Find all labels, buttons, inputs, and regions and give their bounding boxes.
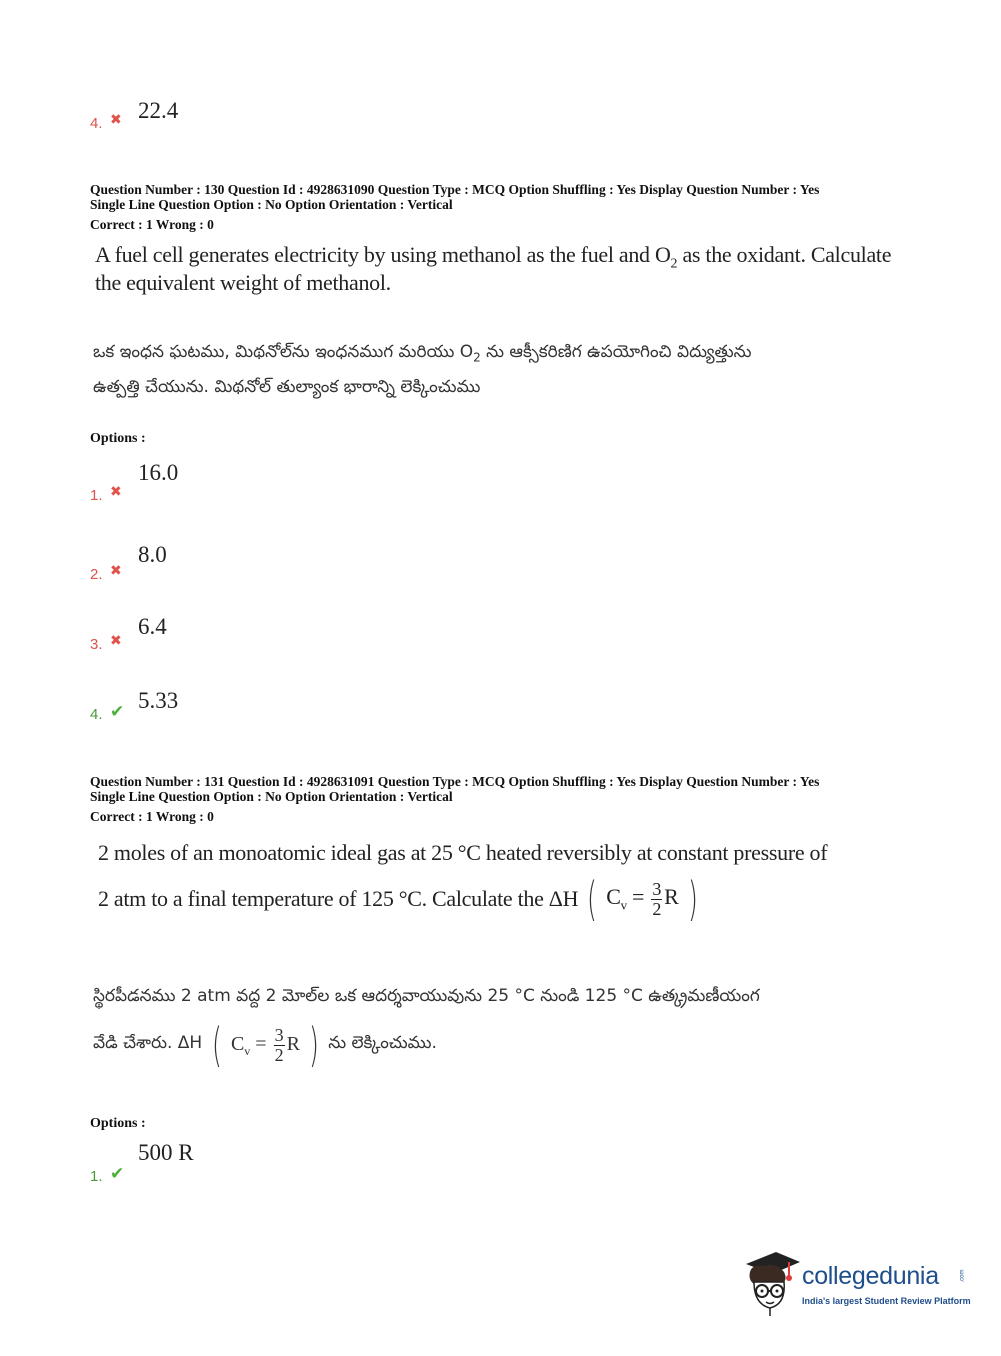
option-number: 1. (90, 487, 103, 504)
option-value: 5.33 (138, 688, 179, 713)
q130-telugu-line2: ఉత్పత్తి చేయును. మిథనోల్ తుల్యాంక భారాన్ని లెక్కించుము (93, 377, 481, 397)
option-number: 3. (90, 636, 103, 653)
collegedunia-logo (742, 1250, 972, 1320)
check-icon: ✔ (110, 1164, 125, 1184)
option-number: 4. (90, 115, 103, 132)
q130-options-label: Options : (90, 431, 146, 446)
q131-english-line2: 2 atm to a final temperature of 125 °C. Calculate the ΔH ( $C_v$ = $\frac{3}{2}$ R ) (98, 872, 698, 926)
q131-english-line1: 2 moles of an monoatomic ideal gas at 25 °C heated reversibly at constant pressure of (98, 840, 828, 865)
q130-telugu-line1: ఒక ఇంధన ఘటము, మిథనోల్‌ను ఇంధనముగ మరియు $O_2$ ను ఆక్సీకరిణిగ ఉపయోగించి విద్యుత్తును (93, 342, 752, 365)
option-value: 22.4 (138, 98, 179, 123)
left-paren: ( (211, 1018, 222, 1072)
check-icon: ✔ (110, 702, 125, 722)
q130-english-line1: A fuel cell generates electricity by using methanol as the fuel and $O_2$ as the oxidant. Calculate (95, 242, 892, 272)
option-number: 2. (90, 566, 103, 583)
q130-meta-line2: Single Line Question Option : No Option Orientation : Vertical (90, 197, 453, 212)
cross-icon: ✖ (110, 112, 122, 128)
q131-telugu-line1: స్థిరపీడనము 2 atm వద్ద 2 మోల్‌ల ఒక ఆదర్శవాయువును 25 °C నుండి 125 °C ఉత్క్రమణీయంగ (93, 986, 760, 1006)
fraction: $\frac{3}{2}$ (274, 1024, 284, 1065)
q130-meta-line3: Correct : 1 Wrong : 0 (90, 217, 214, 232)
option-value: 500 R (138, 1140, 194, 1165)
q131-meta-line2: Single Line Question Option : No Option Orientation : Vertical (90, 789, 453, 804)
formula: $C_v$ = $\frac{3}{2}$ R (230, 1024, 300, 1065)
option-value: 6.4 (138, 614, 167, 639)
right-paren: ) (308, 1018, 319, 1072)
option-number: 4. (90, 706, 103, 723)
cross-icon: ✖ (110, 633, 122, 649)
q131-meta-line3: Correct : 1 Wrong : 0 (90, 809, 214, 824)
left-paren: ( (587, 872, 598, 926)
option-number: 1. (90, 1168, 103, 1185)
option-value: 8.0 (138, 542, 167, 567)
mascot-icon (742, 1250, 800, 1316)
q131-telugu-line2: వేడి చేశారు. ΔH ( $C_v$ = $\frac{3}{2}$ R ) ను లెక్కించుము. (93, 1018, 437, 1072)
logo-tagline: India's largest Student Review Platform (802, 1296, 971, 1306)
q130-english-line2: the equivalent weight of methanol. (95, 270, 391, 295)
fraction: $\frac{3}{2}$ (652, 878, 662, 919)
formula: $C_v$ = $\frac{3}{2}$ R (606, 878, 679, 919)
option-value: 16.0 (138, 460, 179, 485)
q131-meta-line1: Question Number : 131 Question Id : 4928631091 Question Type : MCQ Option Shuffling : Yes Display Question Number : Yes (90, 774, 820, 789)
q131-meta (90, 774, 819, 824)
q130-meta (90, 182, 819, 232)
logo-name: collegedunia (802, 1262, 939, 1290)
logo-com: .com (959, 1269, 966, 1283)
cross-icon: ✖ (110, 484, 122, 500)
q130-meta-line1: Question Number : 130 Question Id : 4928631090 Question Type : MCQ Option Shuffling : Yes Display Question Number : Yes (90, 182, 820, 197)
right-paren: ) (687, 872, 698, 926)
cross-icon: ✖ (110, 563, 122, 579)
q131-options-label: Options : (90, 1116, 146, 1131)
